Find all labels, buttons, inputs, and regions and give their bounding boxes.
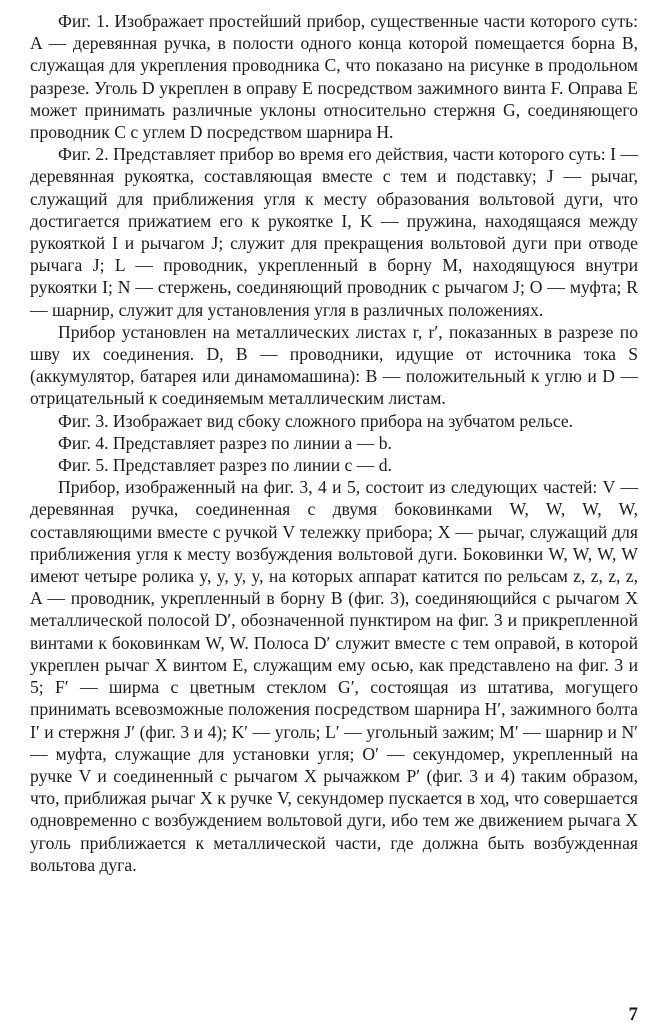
paragraph-complex-device: Прибор, изображенный на фиг. 3, 4 и 5, состоит из следующих частей: V — деревянная ручка, соединенная с двумя боковинками W, W, W, W, составляющими вместе с ручкой V тележку прибора; X — рычаг, служащий для приближения угля к месту возбуждения вольтовой дуги. Боковинки W, W, W, W имеют четыре ролика y, y, y, y, на которых аппарат катится по рельсам z, z, z, z, A — проводник, укрепленный в борну B (фиг. 3), соединяющийся с рычагом X металлической полосой D′, обозначенной пунктиром на фиг. 3 и прикрепленной винтами к боковинкам W, W. Полоса D′ служит вместе с тем оправой, в которой укреплен рычаг X винтом E, служащим ему осью, как представлено на фиг. 3 и 5; F′ — ширма с цветным стеклом G′, состоящая из штатива, могущего принимать всевозможные положения посредством шарнира H′, зажимного болта I′ и стержня J′ (фиг. 3 и 4); K′ — уголь; L′ — угольный зажим; M′ — шарнир и N′ — муфта, служащие для установки угля; O′ — секундомер, укрепленный на ручке V и соединенный с рычагом X рычажком P′ (фиг. 3 и 4) таким образом, что, приближая рычаг X к ручке V, секундомер пускается в ход, что совершается одновременно с возбуждением вольтовой дуги, ибо тем же движением рычага X уголь приближается к металлической части, где должна быть возбужденная вольтова дуга. (30, 477, 638, 875)
page-number: 7 (628, 1004, 638, 1025)
paragraph-fig-3: Фиг. 3. Изображает вид сбоку сложного прибора на зубчатом рельсе. (58, 410, 574, 431)
paragraph-fig-4: Фиг. 4. Представляет разрез по линии a — b. (58, 432, 392, 453)
paragraph-fig-2: Фиг. 2. Представляет прибор во время его действия, части которого суть: I — деревянная рукоятка, составляющая вместе с тем и подставку; J — рычаг, служащий для приближения угля к месту образования вольтовой дуги, что достигается прижатием его к рукоятке I, K — пружина, находящаяся между рукояткой I и рычагом J; служит для прекращения вольтовой дуги при отводе рычага J; L — проводник, укрепленный в борну M, находящуюся внутри рукоятки I; N — стержень, соединяющий проводник с рычагом J; O — муфта; R — шарнир, служит для установления угля в различных положениях. (30, 144, 638, 320)
paragraph-fig-5: Фиг. 5. Представляет разрез по линии c — d. (58, 455, 392, 476)
paragraph-fig-1: Фиг. 1. Изображает простейший прибор, существенные части которого суть: A — деревянная ручка, в полости одного конца которой помещается борна B, служащая для укрепления проводника C, что показано на рисунке в продольном разрезе. Уголь D укреплен в оправу E посредством зажимного винта F. Оправа E может принимать различные уклоны относительно стержня G, соединяющего проводник C с углем D посредством шарнира H. (30, 11, 638, 143)
paragraph-installation: Прибор установлен на металлических листах r, r′, показанных в разрезе по шву их соединения. D, B — проводники, идущие от источника тока S (аккумулятор, батарея или динамомашина): B — положительный к углю и D — отрицательный к соединяемым металлическим листам. (30, 321, 638, 409)
